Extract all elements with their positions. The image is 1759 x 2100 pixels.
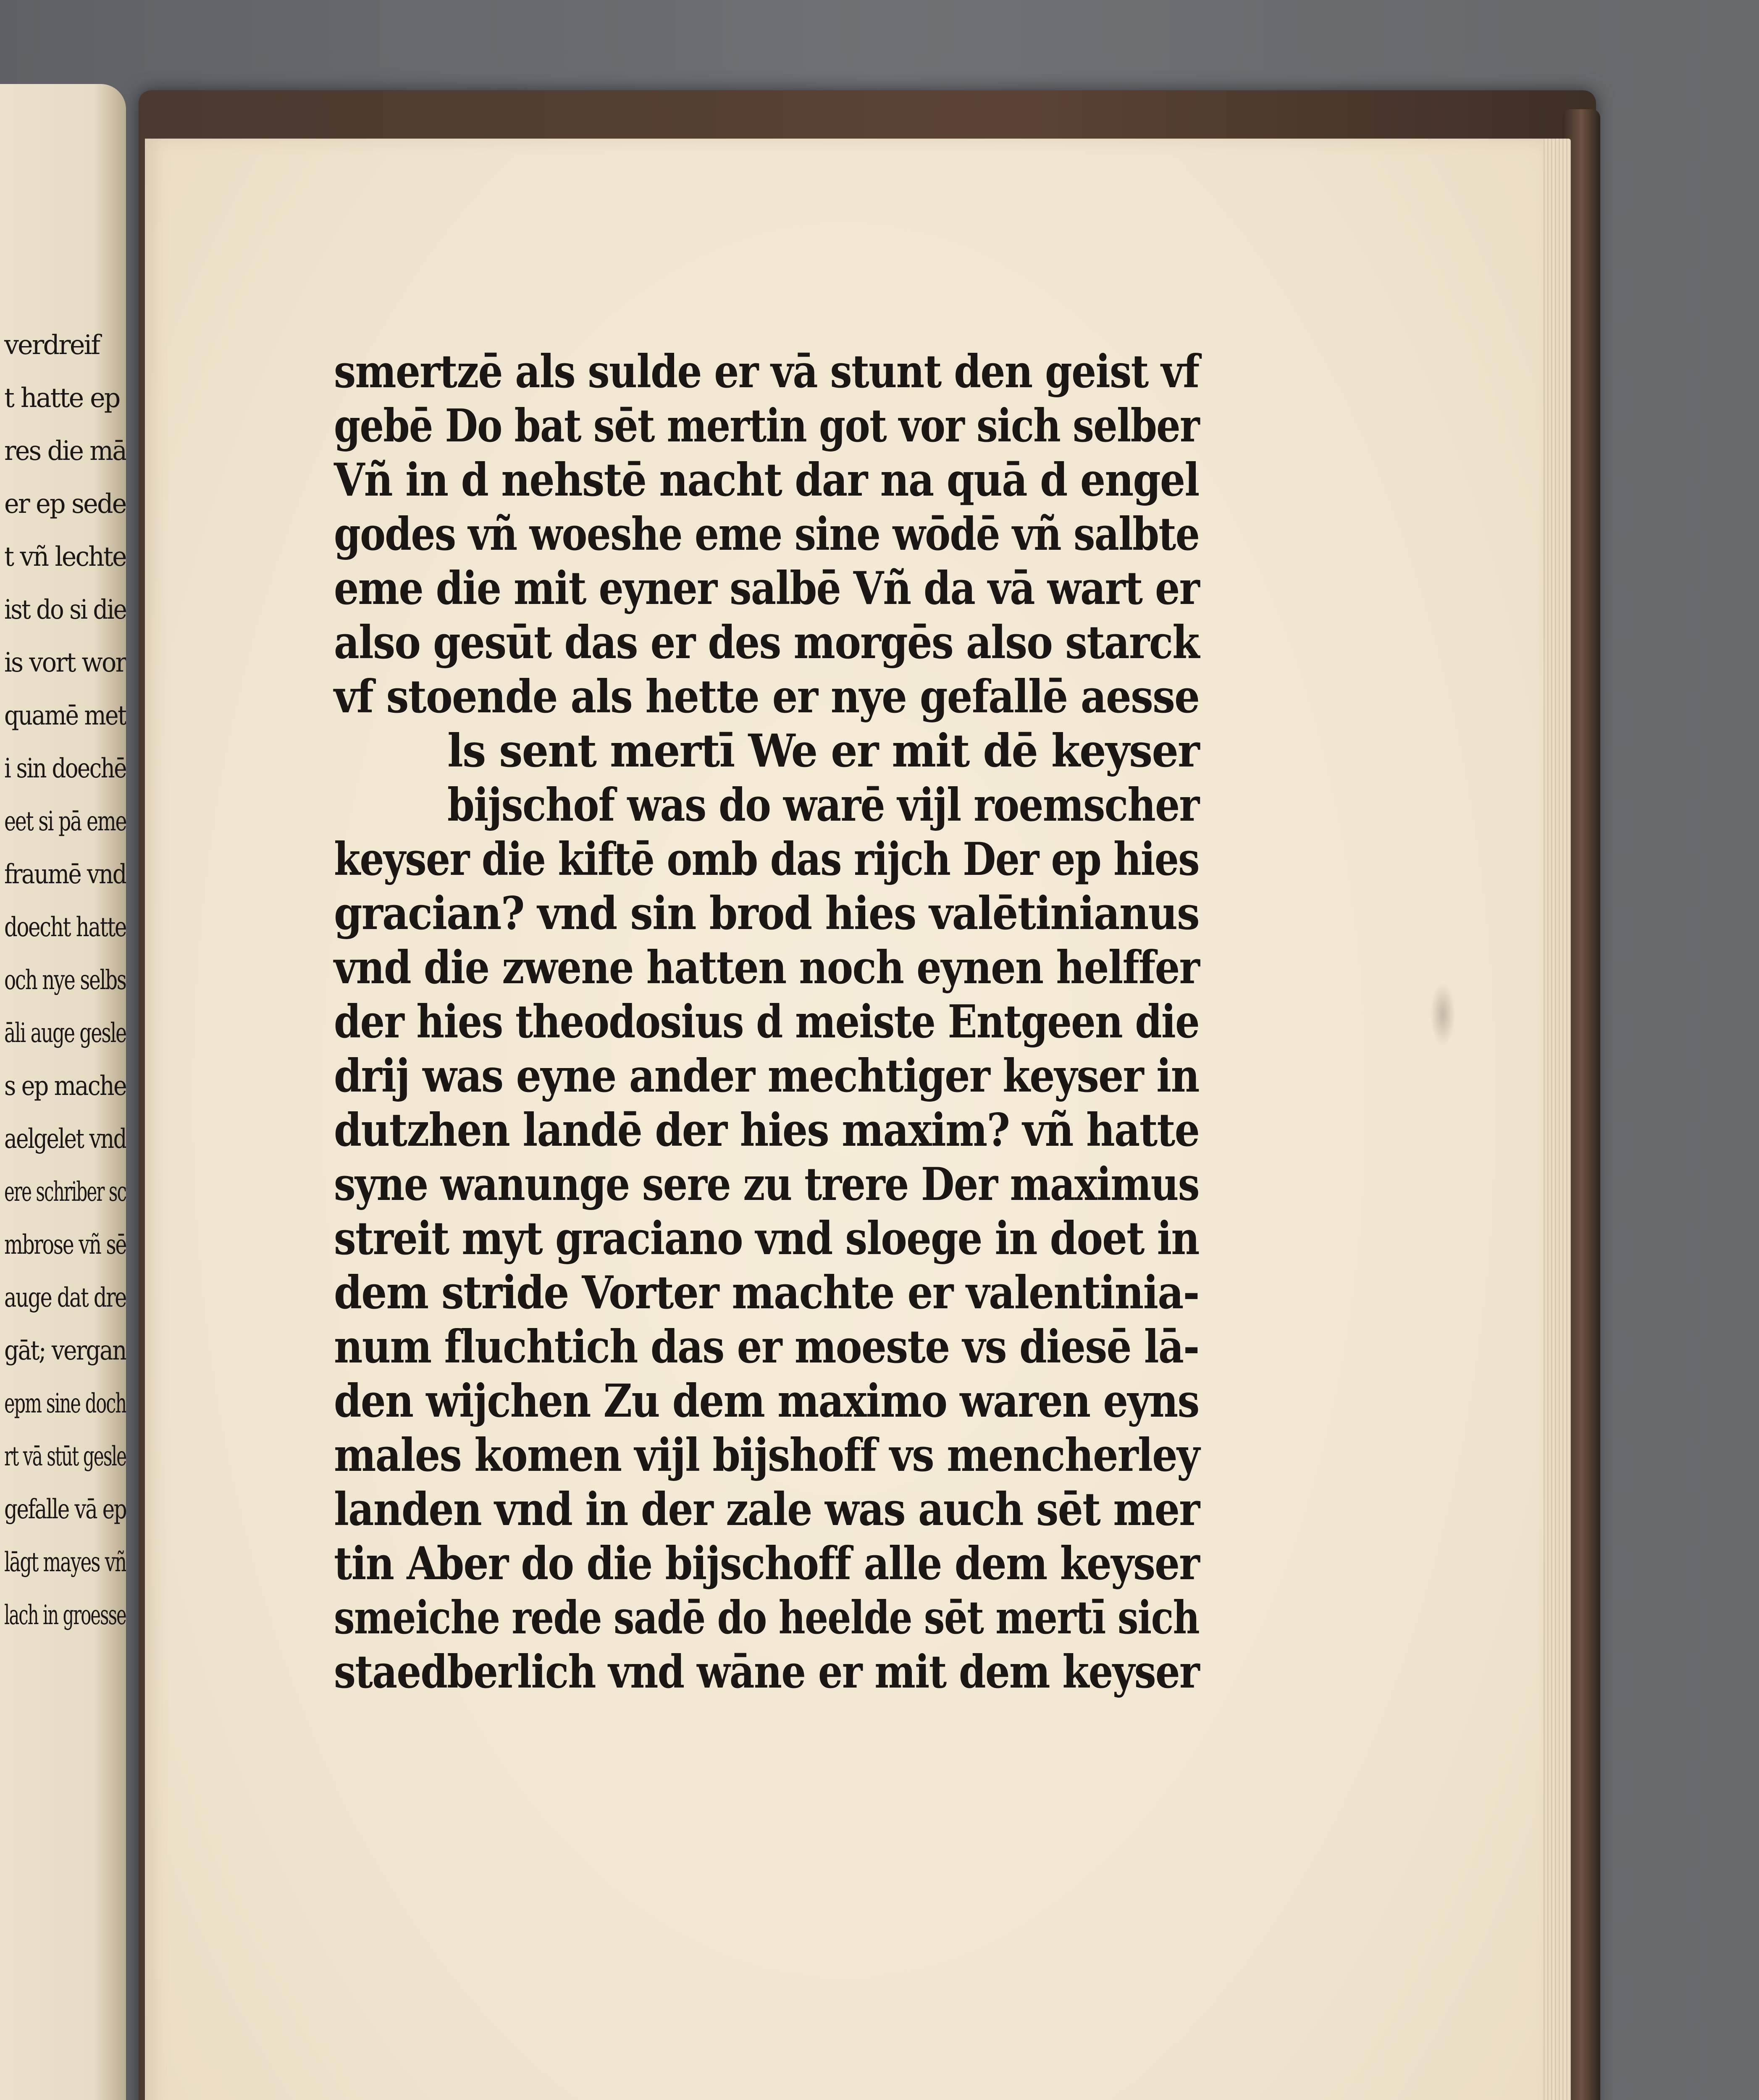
left-page-line: i sin doechē xyxy=(4,753,126,784)
text-line: den wijchen Zu dem maximo waren eyns xyxy=(334,1375,1199,1428)
text-line: gracian? vnd sin brod hies valētinianus xyxy=(334,887,1199,940)
left-page-line: auge dat dre xyxy=(4,1282,126,1313)
text-line: gebē Do bat sēt mertin got vor sich selber xyxy=(334,399,1199,452)
text-line: males komen vijl bijshoff vs mencherley xyxy=(334,1429,1200,1482)
left-page-line: gefalle vā ep xyxy=(4,1494,126,1525)
ink-smudge xyxy=(1430,983,1455,1046)
left-page-line: fraumē vnd xyxy=(4,859,126,890)
text-line: dutzhen landē der hies maxim? vñ hatte xyxy=(334,1104,1200,1157)
text-line: keyser die kiftē omb das rijch Der ep hies xyxy=(334,833,1199,886)
left-page-line: verdreif xyxy=(4,330,100,361)
text-line: also gesūt das er des morgēs also starck xyxy=(334,616,1199,669)
left-page-line: och nye selbs xyxy=(4,965,126,996)
left-page-line: is vort wor xyxy=(4,647,126,678)
text-line: num fluchtich das er moeste vs diesē lā- xyxy=(334,1320,1199,1373)
text-line: eme die mit eyner salbē Vñ da vā wart er xyxy=(334,562,1199,615)
left-page-line: ere schriber sc xyxy=(4,1176,126,1208)
text-line: der hies theodosius d meiste Entgeen die xyxy=(334,995,1199,1048)
left-page-line: ist do si die xyxy=(4,594,126,625)
text-line: streit myt graciano vnd sloege in doet in xyxy=(334,1212,1199,1265)
left-page-line: t hatte ep xyxy=(4,383,120,414)
left-page-line: t vñ lechte xyxy=(4,541,126,572)
left-page-line: mbrose vñ sē xyxy=(4,1229,126,1260)
text-line: godes vñ woeshe eme sine wōdē vñ salbte xyxy=(334,508,1200,561)
left-page-line: gāt; vergan xyxy=(4,1335,126,1366)
left-page-line: aelgelet vnd xyxy=(4,1124,126,1155)
left-page-line: rt vā stūt gesle xyxy=(4,1441,126,1472)
text-line: smertzē als sulde er vā stunt den geist vf xyxy=(334,345,1199,398)
text-line: drij was eyne ander mechtiger keyser in xyxy=(334,1050,1199,1102)
text-line: dem stride Vorter machte er valentinia- xyxy=(334,1266,1199,1319)
text-line: Vñ in d nehstē nacht dar na quā d engel xyxy=(334,454,1199,507)
text-line: tin Aber do die bijschoff alle dem keyser xyxy=(334,1537,1200,1590)
text-line: vnd die zwene hatten noch eynen helffer xyxy=(334,941,1200,994)
text-line: landen vnd in der zale was auch sēt mer xyxy=(334,1483,1200,1536)
text-line: smeiche rede sadē do heelde sēt mertī sich xyxy=(334,1591,1199,1644)
left-page-line: lach in groesse xyxy=(4,1600,126,1631)
left-page-line: s ep mache xyxy=(4,1071,126,1102)
left-page-line: eet si pā eme xyxy=(4,806,126,837)
left-page-line: res die mā xyxy=(4,436,126,467)
left-page-line: quamē met xyxy=(4,700,126,731)
text-line: vf stoende als hette er nye gefallē aesse xyxy=(334,670,1200,723)
text-line: bijschof was do warē vijl roemscher xyxy=(447,779,1199,832)
left-page-line: doecht hatte xyxy=(4,912,126,943)
text-line: ls sent mertī We er mit dē keyser xyxy=(447,724,1199,777)
left-facing-page xyxy=(0,84,126,2100)
left-page-line: lāgt mayes vñ xyxy=(4,1547,126,1578)
text-line: staedberlich vnd wāne er mit dem keyser xyxy=(334,1646,1199,1698)
text-line: syne wanunge sere zu trere Der maximus xyxy=(334,1158,1199,1211)
left-page-line: āli auge gesle xyxy=(4,1018,126,1049)
left-page-line: er ep sede xyxy=(4,488,126,520)
left-page-line: epm sine doch xyxy=(4,1388,126,1419)
